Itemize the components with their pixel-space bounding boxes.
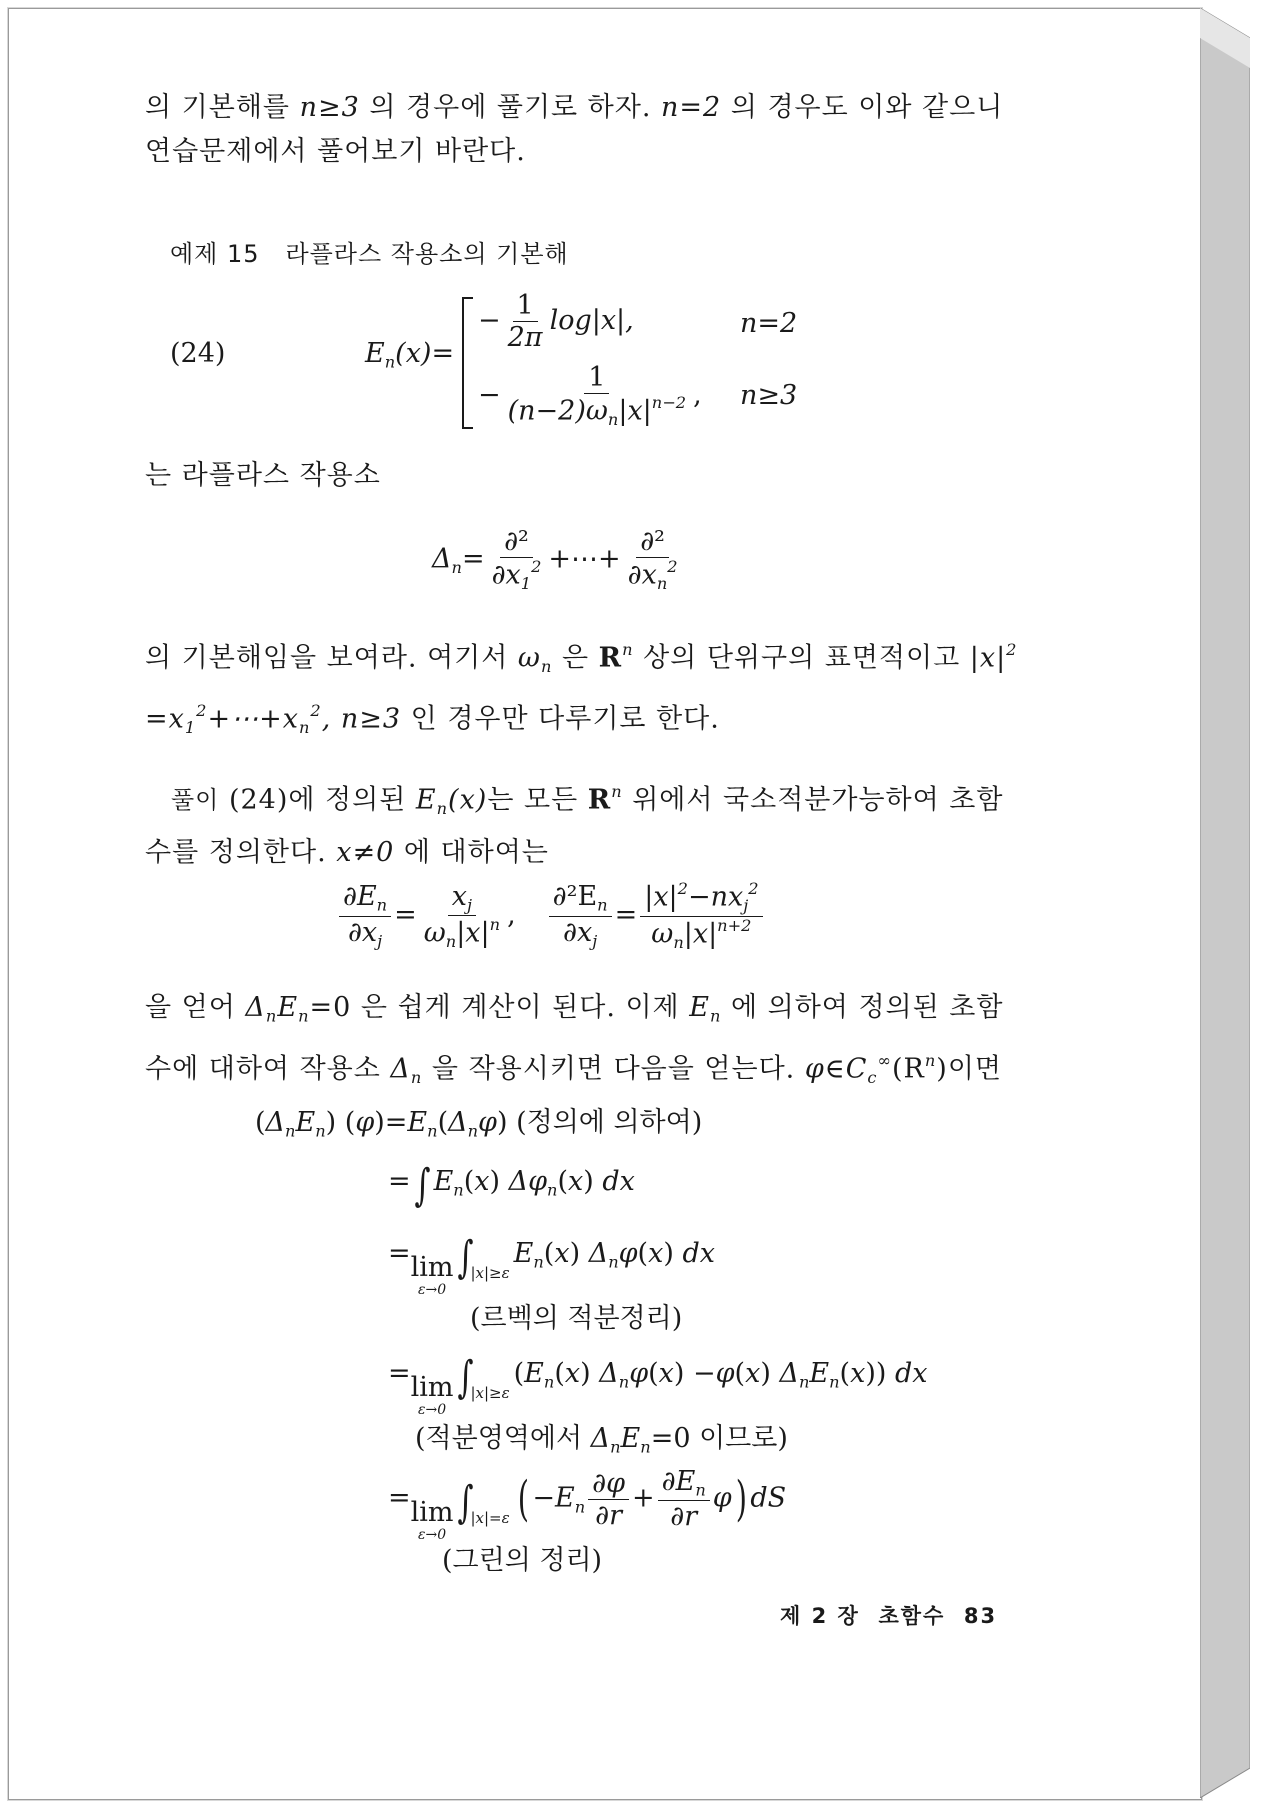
eq24-case-2: − $\frac{1}{(n-2)\omega_n|x|^{n-2}}$ , bbox=[478, 362, 702, 430]
intro-paragraph bbox=[145, 86, 1025, 174]
intro-line-1 bbox=[145, 86, 1025, 130]
after-line-1: 을 얻어 $\Delta_nE_n=0$ 은 쉽게 계산이 된다. 이제 $E_n$ 에 의하여 정의된 초함 bbox=[145, 992, 1004, 1026]
solution-line-1: 풀이 (24)에 정의된 $E_n(x)$는 모든 $R^n$ 위에서 국소적분가능하여 초함 bbox=[171, 782, 1004, 818]
page-edge-shading bbox=[1200, 8, 1250, 1798]
math-n-ge-3: n≥3 bbox=[299, 92, 360, 123]
after-paragraph bbox=[145, 986, 1025, 1100]
footer-chapter: 제 2 장 bbox=[780, 1604, 860, 1628]
example-label: 예제 15 bbox=[170, 240, 260, 268]
fraction: $\frac{1}{(n-2)\omega_n|x|^{n-2}}$ bbox=[507, 362, 687, 430]
solution-paragraph bbox=[145, 770, 1025, 875]
derivation-line-3: = lim ε→0 $\int_{|x|\ge\varepsilon}E_n(x)$ $\Delta_n\varphi(x)$ dx bbox=[388, 1232, 715, 1298]
statement-line-2: $=x_1^2+\cdots+x_n^2$, n≥3 인 경우만 다루기로 한다. bbox=[145, 700, 720, 737]
statement-paragraph bbox=[145, 628, 1025, 750]
derivation-line-5: = lim ε→0 $\int_{|x|=\varepsilon}$ ( $-E_n$ $\frac{\partial\varphi}{\partial r}$ + $\frac{\partial E_n}{\partial r}$ φ) dS bbox=[388, 1466, 787, 1543]
solution-label: 풀이 bbox=[171, 786, 220, 815]
eq24-bracket bbox=[460, 296, 474, 430]
derivation-line-2: =∫ $E_n(x)$ $\Delta\varphi_n(x)$ dx bbox=[388, 1160, 635, 1211]
math-n-eq-2: n=2 bbox=[661, 92, 722, 123]
eq24-lhs: $E_n(x)=$ bbox=[365, 338, 455, 372]
derivation-note-domain: (적분영역에서 $\Delta_nE_n=0$ 이므로) bbox=[415, 1423, 788, 1457]
solution-line-2: 수를 정의한다. x≠0 에 대하여는 bbox=[145, 836, 549, 868]
equation-tag: (24) bbox=[170, 338, 226, 369]
eq24-case-1: − $\frac{1}{2\pi}$ log|x|, bbox=[478, 290, 634, 354]
eq24-case-1-condition: n=2 bbox=[740, 308, 798, 339]
page-footer bbox=[780, 1600, 997, 1630]
derivation-line-1: $(\Delta_nE_n)$ $(\varphi)=E_n(\Delta_n\varphi)$ (정의에 의하여) bbox=[255, 1107, 703, 1141]
laplace-intro: 는 라플라스 작용소 bbox=[145, 460, 381, 491]
example-title: 라플라스 작용소의 기본해 bbox=[285, 240, 569, 268]
statement-line-1: 의 기본해임을 보여라. 여기서 $\omega_n$ 은 $R^n$ 상의 단위구의 표면적이고 $|x|^2$ bbox=[145, 640, 1018, 676]
intro-text: 의 경우에 풀기로 하자. bbox=[359, 92, 662, 123]
example-heading bbox=[170, 234, 569, 269]
derivation-note-lebesgue: (르벡의 적분정리) bbox=[470, 1303, 683, 1334]
derivation-note-green: (그린의 정리) bbox=[442, 1545, 603, 1576]
footer-title: 초함수 bbox=[878, 1604, 946, 1628]
derivation-line-4: = lim ε→0 $\int_{|x|\ge\varepsilon}(E_n(x)$ $\Delta_n\varphi(x) -\varphi(x)$ $\Delta_nE_n(x)$) dx bbox=[388, 1352, 928, 1418]
intro-text: 의 기본해를 bbox=[145, 92, 300, 123]
page-number: 83 bbox=[963, 1604, 998, 1628]
intro-line-2: 연습문제에서 풀어보기 바란다. bbox=[145, 136, 526, 167]
intro-text: 의 경우도 이와 같으니 bbox=[721, 92, 1004, 123]
eq24-case-2-condition: n≥3 bbox=[740, 380, 798, 411]
after-line-2: 수에 대하여 작용소 $\Delta_n$ 을 작용시키면 다음을 얻는다. $\varphi\in C_c^\infty(R^n)$이면 bbox=[145, 1050, 1002, 1087]
derivative-equations: $\frac{\partial E_n}{\partial x_j}$ = $\frac{x_j}{\omega_n|x|^n}$ , $\frac{\partial^2E_n}{\partial x_j}$ = $\frac{|x|^2-nx_j^2}{\omega_n|x|^{n+2}}$ bbox=[336, 880, 766, 952]
laplace-equation: $\Delta_n=$ $\frac{\text{∂²}}{\partial x_1^2}$ +⋯+ $\frac{\text{∂²}}{\partial x_n^2}$ bbox=[432, 526, 678, 594]
fraction: $\frac{1}{2\pi}$ bbox=[507, 290, 543, 354]
